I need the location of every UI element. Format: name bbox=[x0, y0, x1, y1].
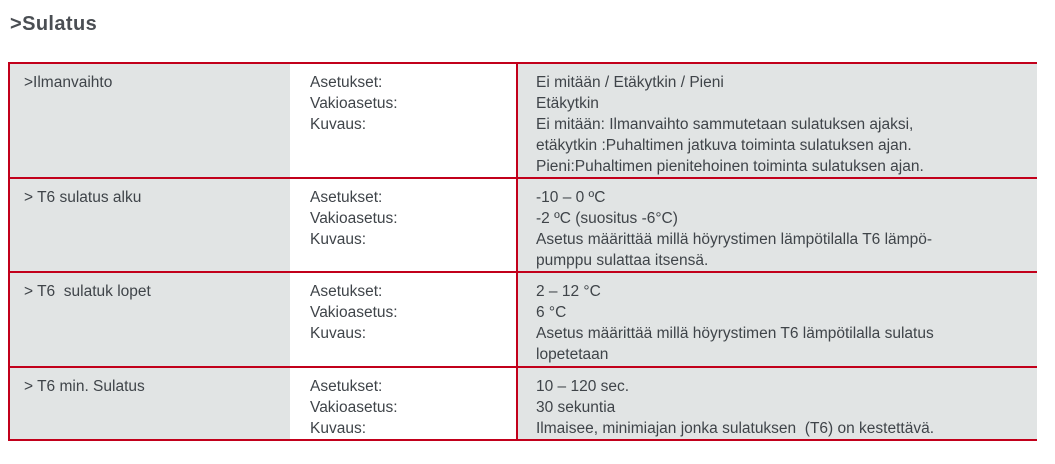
setting-name-cell bbox=[10, 368, 290, 439]
value-line: -2 ºC (suositus -6°C) bbox=[536, 210, 678, 227]
label-asetukset: Asetukset: bbox=[310, 74, 383, 91]
setting-name: >Ilmanvaihto bbox=[24, 74, 113, 91]
label-kuvaus: Kuvaus: bbox=[310, 116, 367, 133]
value-line: Asetus määrittää millä höyrystimen T6 lämpötilalla sulatus bbox=[536, 325, 934, 342]
page-title: >Sulatus bbox=[10, 13, 98, 35]
value-line: Ei mitään / Etäkytkin / Pieni bbox=[536, 74, 724, 91]
label-vakioasetus: Vakioasetus: bbox=[310, 95, 398, 112]
label-kuvaus: Kuvaus: bbox=[310, 325, 367, 342]
value-line: 10 – 120 sec. bbox=[536, 378, 630, 395]
value-line: Pieni:Puhaltimen pienitehoinen toiminta sulatuksen ajan. bbox=[536, 158, 924, 175]
setting-name-cell bbox=[10, 179, 290, 271]
setting-name: > T6 sulatus alku bbox=[24, 189, 142, 206]
label-asetukset: Asetukset: bbox=[310, 189, 383, 206]
value-line: Etäkytkin bbox=[536, 95, 599, 112]
labels-cell bbox=[290, 368, 518, 439]
value-line: Ilmaisee, minimiajan jonka sulatuksen (T6) on kestettävä. bbox=[536, 420, 935, 437]
label-vakioasetus: Vakioasetus: bbox=[310, 399, 398, 416]
value-line: Asetus määrittää millä höyrystimen lämpötilalla T6 lämpö- bbox=[536, 231, 932, 248]
label-asetukset: Asetukset: bbox=[310, 283, 383, 300]
labels-cell bbox=[290, 64, 518, 177]
label-kuvaus: Kuvaus: bbox=[310, 420, 367, 437]
setting-name-cell bbox=[10, 273, 290, 366]
settings-table bbox=[8, 62, 1037, 441]
label-vakioasetus: Vakioasetus: bbox=[310, 304, 398, 321]
setting-name: > T6 min. Sulatus bbox=[24, 378, 145, 395]
value-line: 2 – 12 °C bbox=[536, 283, 601, 300]
label-kuvaus: Kuvaus: bbox=[310, 231, 367, 248]
table-row bbox=[10, 271, 1037, 366]
table-row bbox=[10, 366, 1037, 439]
table-row bbox=[10, 177, 1037, 271]
value-line: 30 sekuntia bbox=[536, 399, 616, 416]
values-cell bbox=[518, 179, 1037, 271]
label-asetukset: Asetukset: bbox=[310, 378, 383, 395]
label-vakioasetus: Vakioasetus: bbox=[310, 210, 398, 227]
value-line: -10 – 0 ºC bbox=[536, 189, 606, 206]
values-cell bbox=[518, 273, 1037, 366]
values-cell bbox=[518, 64, 1037, 177]
setting-name: > T6 sulatuk lopet bbox=[24, 283, 151, 300]
value-line: Ei mitään: Ilmanvaihto sammutetaan sulatuksen ajaksi, bbox=[536, 116, 914, 133]
setting-name-cell bbox=[10, 64, 290, 177]
value-line: 6 °C bbox=[536, 304, 567, 321]
value-line: etäkytkin :Puhaltimen jatkuva toiminta sulatuksen ajan. bbox=[536, 137, 912, 154]
value-line: pumppu sulattaa itsensä. bbox=[536, 252, 709, 269]
labels-cell bbox=[290, 179, 518, 271]
values-cell bbox=[518, 368, 1037, 439]
value-line: lopetetaan bbox=[536, 346, 609, 363]
labels-cell bbox=[290, 273, 518, 366]
table-row bbox=[10, 62, 1037, 177]
